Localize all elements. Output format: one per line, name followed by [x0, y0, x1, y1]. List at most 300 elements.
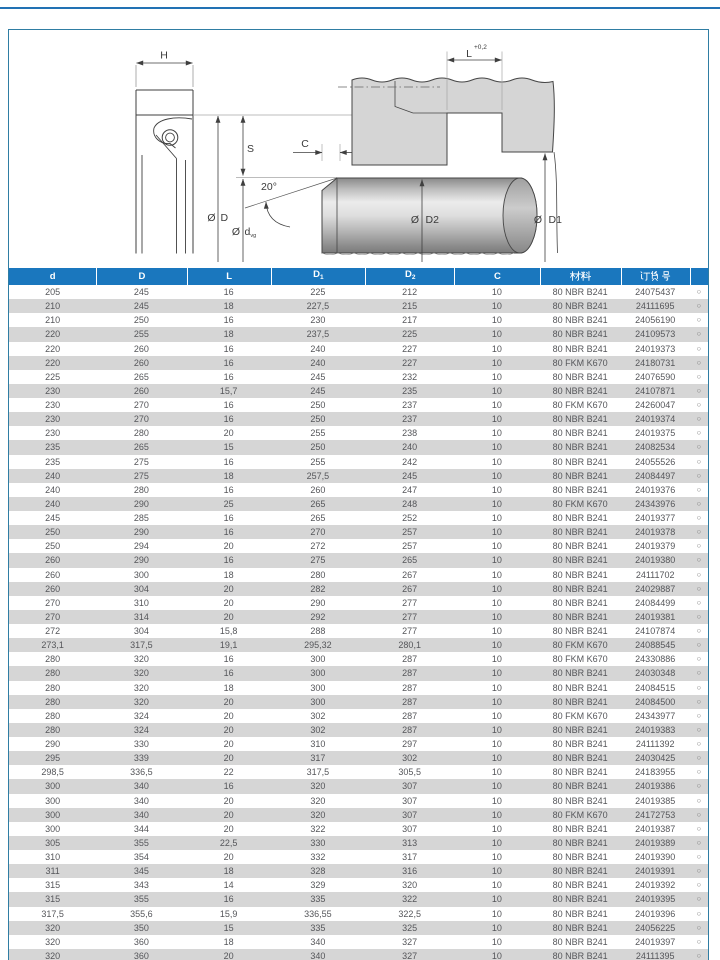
- column-header-D2: [365, 268, 454, 285]
- cell-d: 230: [9, 426, 96, 440]
- table-row: [9, 539, 708, 553]
- availability-circle: ○: [690, 892, 708, 906]
- cell-order: 24084515: [621, 681, 690, 695]
- cell-C: 10: [454, 808, 539, 822]
- cell-C: 10: [454, 935, 539, 949]
- cell-C: 10: [454, 921, 539, 935]
- dim-label-h: H: [160, 49, 168, 62]
- cell-L: 18: [187, 864, 271, 878]
- table-header-row: [9, 268, 708, 285]
- cell-material: 80 NBR B241: [540, 624, 621, 638]
- cell-order: 24109573: [621, 327, 690, 341]
- availability-circle: ○: [690, 582, 708, 596]
- seal-dimensions-table: [9, 268, 708, 960]
- column-header-d: [9, 268, 96, 285]
- cell-d: 300: [9, 794, 96, 808]
- cell-D2: 317: [365, 850, 454, 864]
- cell-order: 24343976: [621, 497, 690, 511]
- availability-circle: ○: [690, 652, 708, 666]
- cell-material: 80 NBR B241: [540, 681, 621, 695]
- cell-D: 320: [96, 695, 186, 709]
- availability-circle: ○: [690, 483, 708, 497]
- cell-d: 317,5: [9, 907, 96, 921]
- availability-circle: ○: [690, 695, 708, 709]
- cell-D2: 267: [365, 582, 454, 596]
- cell-d: 210: [9, 299, 96, 313]
- cell-order: 24019373: [621, 342, 690, 356]
- cell-order: 24111702: [621, 568, 690, 582]
- cell-D2: 320: [365, 878, 454, 892]
- table-row: [9, 907, 708, 921]
- cell-L: 20: [187, 610, 271, 624]
- cell-d: 310: [9, 850, 96, 864]
- availability-circle: ○: [690, 398, 708, 412]
- cell-D: 355: [96, 892, 186, 906]
- cell-L: 15: [187, 921, 271, 935]
- dim-label-c: C: [301, 138, 309, 150]
- cell-d: 260: [9, 568, 96, 582]
- cell-d: 272: [9, 624, 96, 638]
- cell-d: 240: [9, 483, 96, 497]
- cell-C: 10: [454, 765, 539, 779]
- cell-L: 16: [187, 285, 271, 299]
- cell-order: 24076590: [621, 370, 690, 384]
- cell-material: 80 NBR B241: [540, 455, 621, 469]
- cell-material: 80 NBR B241: [540, 568, 621, 582]
- cell-D: 330: [96, 737, 186, 751]
- cell-C: 10: [454, 779, 539, 793]
- availability-circle: ○: [690, 356, 708, 370]
- cell-D2: 322,5: [365, 907, 454, 921]
- cell-C: 10: [454, 864, 539, 878]
- cell-d: 320: [9, 921, 96, 935]
- availability-circle: ○: [690, 426, 708, 440]
- cell-L: 16: [187, 511, 271, 525]
- cell-D: 294: [96, 539, 186, 553]
- cell-D2: 238: [365, 426, 454, 440]
- table-row: [9, 412, 708, 426]
- cell-order: 24019395: [621, 892, 690, 906]
- cell-d: 295: [9, 751, 96, 765]
- cell-C: 10: [454, 666, 539, 680]
- dia-symbol: Ø: [207, 212, 216, 224]
- cell-D1: 290: [271, 596, 365, 610]
- table-row: [9, 638, 708, 652]
- cell-material: 80 FKM K670: [540, 398, 621, 412]
- cell-order: 24055526: [621, 455, 690, 469]
- cell-material: 80 NBR B241: [540, 525, 621, 539]
- cell-C: 10: [454, 836, 539, 850]
- cell-C: 10: [454, 568, 539, 582]
- dimension-c: [293, 138, 352, 161]
- cell-d: 270: [9, 596, 96, 610]
- cell-D2: 267: [365, 568, 454, 582]
- cell-D2: 287: [365, 666, 454, 680]
- cell-C: 10: [454, 553, 539, 567]
- cell-D: 290: [96, 553, 186, 567]
- cell-d: 315: [9, 892, 96, 906]
- cell-d: 280: [9, 695, 96, 709]
- cell-C: 10: [454, 681, 539, 695]
- cell-D1: 245: [271, 384, 365, 398]
- cell-D1: 245: [271, 370, 365, 384]
- cell-D1: 255: [271, 426, 365, 440]
- cell-D1: 282: [271, 582, 365, 596]
- table-row: [9, 652, 708, 666]
- cell-material: 80 NBR B241: [540, 836, 621, 850]
- cell-L: 18: [187, 681, 271, 695]
- cell-D2: 257: [365, 525, 454, 539]
- cell-L: 18: [187, 469, 271, 483]
- column-header-label: d: [49, 270, 56, 282]
- table-row: [9, 836, 708, 850]
- cell-D: 340: [96, 794, 186, 808]
- table-row: [9, 878, 708, 892]
- cell-D2: 252: [365, 511, 454, 525]
- availability-circle: ○: [690, 709, 708, 723]
- cell-L: 14: [187, 878, 271, 892]
- table-row: [9, 455, 708, 469]
- cell-L: 16: [187, 892, 271, 906]
- cell-D: 250: [96, 313, 186, 327]
- cell-D2: 287: [365, 695, 454, 709]
- cell-L: 20: [187, 695, 271, 709]
- cell-D: 280: [96, 483, 186, 497]
- cell-C: 10: [454, 695, 539, 709]
- table-row: [9, 765, 708, 779]
- cell-C: 10: [454, 426, 539, 440]
- cell-D1: 336,55: [271, 907, 365, 921]
- cell-D2: 302: [365, 751, 454, 765]
- table-row: [9, 681, 708, 695]
- availability-circle: ○: [690, 765, 708, 779]
- availability-circle: ○: [690, 285, 708, 299]
- cell-C: 10: [454, 850, 539, 864]
- dim-label-d1: D1: [548, 214, 562, 226]
- cell-L: 16: [187, 370, 271, 384]
- cell-D: 245: [96, 299, 186, 313]
- cell-order: 24019380: [621, 553, 690, 567]
- cell-D: 360: [96, 949, 186, 960]
- cell-L: 18: [187, 568, 271, 582]
- cell-order: 24183955: [621, 765, 690, 779]
- cell-L: 20: [187, 737, 271, 751]
- cell-order: 24056190: [621, 313, 690, 327]
- table-row: [9, 469, 708, 483]
- dimension-dia-d: [207, 116, 228, 262]
- cell-D: 324: [96, 709, 186, 723]
- availability-circle: ○: [690, 624, 708, 638]
- cell-C: 10: [454, 483, 539, 497]
- cell-D2: 327: [365, 935, 454, 949]
- cell-D: 350: [96, 921, 186, 935]
- dim-label-angle: 20°: [261, 181, 277, 193]
- cell-order: 24084499: [621, 596, 690, 610]
- table-row: [9, 737, 708, 751]
- cell-D2: 237: [365, 398, 454, 412]
- cell-material: 80 FKM K670: [540, 497, 621, 511]
- cell-L: 20: [187, 426, 271, 440]
- availability-circle: ○: [690, 836, 708, 850]
- cell-material: 80 NBR B241: [540, 921, 621, 935]
- dim-label-s: S: [247, 143, 255, 155]
- cell-order: 24019396: [621, 907, 690, 921]
- cell-D: 360: [96, 935, 186, 949]
- column-header-D: [96, 268, 186, 285]
- cell-C: 10: [454, 412, 539, 426]
- cell-d: 270: [9, 610, 96, 624]
- cell-C: 10: [454, 327, 539, 341]
- cell-L: 20: [187, 850, 271, 864]
- cell-D1: 300: [271, 695, 365, 709]
- cell-C: 10: [454, 638, 539, 652]
- cell-L: 20: [187, 808, 271, 822]
- cell-material: 80 NBR B241: [540, 723, 621, 737]
- table-row: [9, 525, 708, 539]
- table-row: [9, 921, 708, 935]
- cell-D2: 327: [365, 949, 454, 960]
- cell-d: 225: [9, 370, 96, 384]
- cell-D1: 332: [271, 850, 365, 864]
- cell-C: 10: [454, 709, 539, 723]
- cell-L: 18: [187, 299, 271, 313]
- cell-D1: 225: [271, 285, 365, 299]
- cell-material: 80 NBR B241: [540, 765, 621, 779]
- cell-material: 80 NBR B241: [540, 794, 621, 808]
- column-header-C: [454, 268, 539, 285]
- cell-D2: 305,5: [365, 765, 454, 779]
- cell-C: 10: [454, 525, 539, 539]
- cell-D1: 330: [271, 836, 365, 850]
- technical-drawing: [9, 30, 708, 268]
- availability-circle: ○: [690, 596, 708, 610]
- cell-D2: 212: [365, 285, 454, 299]
- cell-order: 24260047: [621, 398, 690, 412]
- cell-D: 245: [96, 285, 186, 299]
- table-row: [9, 553, 708, 567]
- cell-L: 16: [187, 525, 271, 539]
- cell-order: 24019392: [621, 878, 690, 892]
- table-row: [9, 666, 708, 680]
- cell-order: 24019397: [621, 935, 690, 949]
- cell-L: 16: [187, 313, 271, 327]
- cell-D1: 237,5: [271, 327, 365, 341]
- seal-installation-drawing: [9, 30, 708, 268]
- availability-circle: ○: [690, 850, 708, 864]
- cell-C: 10: [454, 299, 539, 313]
- table-body: [9, 285, 708, 960]
- cell-order: 24019387: [621, 822, 690, 836]
- cell-D: 344: [96, 822, 186, 836]
- availability-circle: ○: [690, 751, 708, 765]
- cell-order: 24343977: [621, 709, 690, 723]
- cell-d: 235: [9, 440, 96, 454]
- cell-D1: 250: [271, 412, 365, 426]
- table-row: [9, 398, 708, 412]
- cell-C: 10: [454, 624, 539, 638]
- cell-C: 10: [454, 596, 539, 610]
- cell-D: 336,5: [96, 765, 186, 779]
- cell-D2: 287: [365, 652, 454, 666]
- cell-L: 20: [187, 794, 271, 808]
- table-row: [9, 511, 708, 525]
- cell-C: 10: [454, 723, 539, 737]
- cell-d: 311: [9, 864, 96, 878]
- cell-C: 10: [454, 892, 539, 906]
- cell-D2: 227: [365, 356, 454, 370]
- cell-d: 320: [9, 935, 96, 949]
- dia-symbol: Ø: [231, 226, 240, 238]
- top-divider-rule: [0, 7, 720, 9]
- cell-D2: 257: [365, 539, 454, 553]
- cell-D: 314: [96, 610, 186, 624]
- cell-D: 290: [96, 497, 186, 511]
- cell-D2: 242: [365, 455, 454, 469]
- cell-D2: 277: [365, 624, 454, 638]
- cell-d: 305: [9, 836, 96, 850]
- cell-D2: 227: [365, 342, 454, 356]
- cell-L: 16: [187, 779, 271, 793]
- cell-material: 80 NBR B241: [540, 596, 621, 610]
- cell-D: 255: [96, 327, 186, 341]
- cell-L: 16: [187, 455, 271, 469]
- dimension-dia-d1: [534, 154, 562, 263]
- table-row: [9, 497, 708, 511]
- availability-circle: ○: [690, 568, 708, 582]
- o-ring-outer: [162, 130, 178, 146]
- cell-d: 235: [9, 455, 96, 469]
- cell-D: 310: [96, 596, 186, 610]
- cell-order: 24029887: [621, 582, 690, 596]
- table-row: [9, 779, 708, 793]
- dim-label-dvg: d: [244, 226, 251, 238]
- cell-material: 80 NBR B241: [540, 666, 621, 680]
- cell-D1: 335: [271, 921, 365, 935]
- cell-order: 24082534: [621, 440, 690, 454]
- cell-D2: 313: [365, 836, 454, 850]
- cell-material: 80 FKM K670: [540, 652, 621, 666]
- cell-D1: 329: [271, 878, 365, 892]
- cell-L: 16: [187, 652, 271, 666]
- cell-material: 80 NBR B241: [540, 695, 621, 709]
- cell-C: 10: [454, 370, 539, 384]
- availability-circle: ○: [690, 864, 708, 878]
- dimension-dia-dvg: [232, 179, 256, 262]
- cell-L: 20: [187, 596, 271, 610]
- column-header-subscript: 1: [320, 274, 324, 281]
- availability-circle: ○: [690, 949, 708, 960]
- cell-D: 304: [96, 582, 186, 596]
- cell-L: 16: [187, 666, 271, 680]
- cell-D: 340: [96, 808, 186, 822]
- cell-L: 15,9: [187, 907, 271, 921]
- availability-circle: ○: [690, 412, 708, 426]
- table-row: [9, 370, 708, 384]
- cell-D1: 300: [271, 652, 365, 666]
- cell-D1: 320: [271, 794, 365, 808]
- cell-order: 24084500: [621, 695, 690, 709]
- cell-material: 80 NBR B241: [540, 878, 621, 892]
- table-row: [9, 892, 708, 906]
- cell-d: 300: [9, 808, 96, 822]
- cell-material: 80 NBR B241: [540, 370, 621, 384]
- svg-text:dvg: [245, 226, 257, 239]
- cell-D: 355: [96, 836, 186, 850]
- cell-D1: 300: [271, 666, 365, 680]
- cell-D2: 287: [365, 723, 454, 737]
- availability-circle: ○: [690, 638, 708, 652]
- cell-D: 300: [96, 568, 186, 582]
- table-row: [9, 723, 708, 737]
- cell-D1: 300: [271, 681, 365, 695]
- cell-d: 300: [9, 779, 96, 793]
- table-row: [9, 426, 708, 440]
- table-row: [9, 342, 708, 356]
- cell-d: 273,1: [9, 638, 96, 652]
- cell-L: 20: [187, 723, 271, 737]
- table-row: [9, 582, 708, 596]
- cell-D: 275: [96, 469, 186, 483]
- cell-D2: 215: [365, 299, 454, 313]
- availability-circle: ○: [690, 497, 708, 511]
- cell-L: 20: [187, 949, 271, 960]
- cell-L: 16: [187, 483, 271, 497]
- cell-order: 24088545: [621, 638, 690, 652]
- cell-d: 245: [9, 511, 96, 525]
- availability-circle: ○: [690, 511, 708, 525]
- cell-d: 250: [9, 525, 96, 539]
- cell-D2: 307: [365, 822, 454, 836]
- availability-circle: ○: [690, 370, 708, 384]
- cell-order: 24019386: [621, 779, 690, 793]
- column-header-label: D: [313, 269, 321, 280]
- cell-order: 24180731: [621, 356, 690, 370]
- cell-D1: 340: [271, 935, 365, 949]
- cell-d: 230: [9, 398, 96, 412]
- table-row: [9, 709, 708, 723]
- cell-C: 10: [454, 949, 539, 960]
- cell-D2: 248: [365, 497, 454, 511]
- cell-L: 15,8: [187, 624, 271, 638]
- cell-D: 320: [96, 666, 186, 680]
- cell-material: 80 NBR B241: [540, 342, 621, 356]
- cell-d: 315: [9, 878, 96, 892]
- column-header-D1: [271, 268, 365, 285]
- cell-material: 80 NBR B241: [540, 949, 621, 960]
- cell-d: 280: [9, 681, 96, 695]
- cell-d: 260: [9, 582, 96, 596]
- cell-d: 300: [9, 822, 96, 836]
- cell-order: 24084497: [621, 469, 690, 483]
- cell-D2: 217: [365, 313, 454, 327]
- cell-L: 20: [187, 751, 271, 765]
- cell-D: 270: [96, 398, 186, 412]
- table-row: [9, 299, 708, 313]
- dia-symbol: Ø: [410, 214, 419, 226]
- availability-circle: ○: [690, 921, 708, 935]
- cell-C: 10: [454, 384, 539, 398]
- cell-d: 280: [9, 652, 96, 666]
- cell-L: 16: [187, 412, 271, 426]
- availability-circle: ○: [690, 440, 708, 454]
- cell-D1: 272: [271, 539, 365, 553]
- cell-D: 275: [96, 455, 186, 469]
- cell-C: 10: [454, 469, 539, 483]
- dimension-s: [243, 116, 254, 176]
- cell-D: 260: [96, 356, 186, 370]
- cell-L: 18: [187, 935, 271, 949]
- cell-material: 80 NBR B241: [540, 539, 621, 553]
